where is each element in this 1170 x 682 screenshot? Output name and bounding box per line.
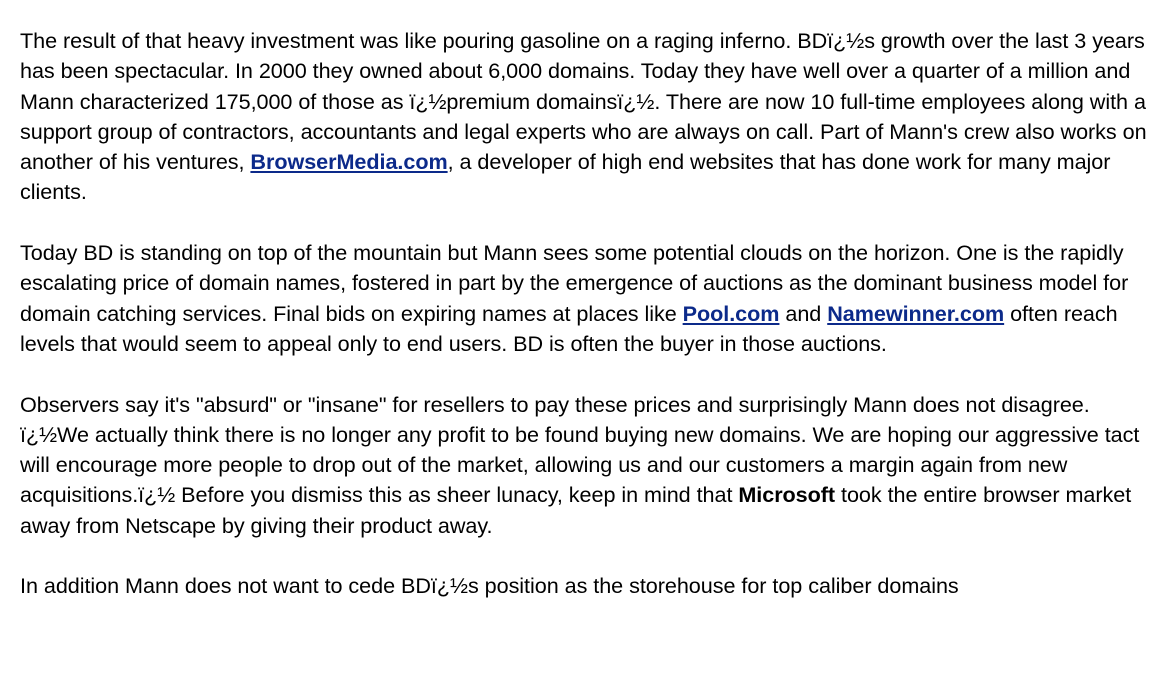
paragraph-auctions [20, 238, 1150, 359]
microsoft-bold: Microsoft [738, 482, 836, 508]
paragraph-text: , a developer of high end websites that has done work for many major clients. [20, 149, 1111, 205]
article-body [20, 26, 1150, 602]
paragraph-text: and [779, 300, 828, 326]
paragraph-text: The result of that heavy investment was like pouring gasoline on a raging inferno. BDï¿½s growth over the last 3 years has been spectacular. In 2000 they owned about 6,000 domains. Today they have well over a quarter of a million and Mann characterized 175,000 of those as ï¿½premium domainsï¿½. There are now 10 full-time employees along with a support group of contractors, accountants and legal experts who are always on call. Part of Mann's crew also works on another of his ventures, [20, 28, 1147, 175]
paragraph-text: took the entire browser market away from Netscape by giving their product away. [20, 482, 1132, 538]
paragraph-investment [20, 26, 1150, 208]
paragraph-observers [20, 390, 1150, 541]
paragraph-addition [20, 571, 1150, 601]
paragraph-text: often reach levels that would seem to appeal only to end users. BD is often the buyer in those auctions. [20, 300, 1118, 356]
paragraph-text: Observers say it's "absurd" or "insane" for resellers to pay these prices and surprisingly Mann does not disagree. ï¿½We actually think there is no longer any profit to be found buying new domains. We are hoping our aggressive tact will encourage more people to drop out of the market, allowing us and our customers a margin again from new acquisitions.ï¿½ Before you dismiss this as sheer lunacy, keep in mind that [20, 391, 1140, 508]
browsermedia-link[interactable]: BrowserMedia.com [250, 149, 448, 175]
pool-link[interactable]: Pool.com [682, 300, 780, 326]
namewinner-link[interactable]: Namewinner.com [827, 300, 1005, 326]
paragraph-text: In addition Mann does not want to cede BDï¿½s position as the storehouse for top caliber domains [20, 573, 959, 599]
paragraph-text: Today BD is standing on top of the mountain but Mann sees some potential clouds on the horizon. One is the rapidly escalating price of domain names, fostered in part by the emergence of auctions as the dominant business model for domain catching services. Final bids on expiring names at places like [20, 240, 1129, 326]
